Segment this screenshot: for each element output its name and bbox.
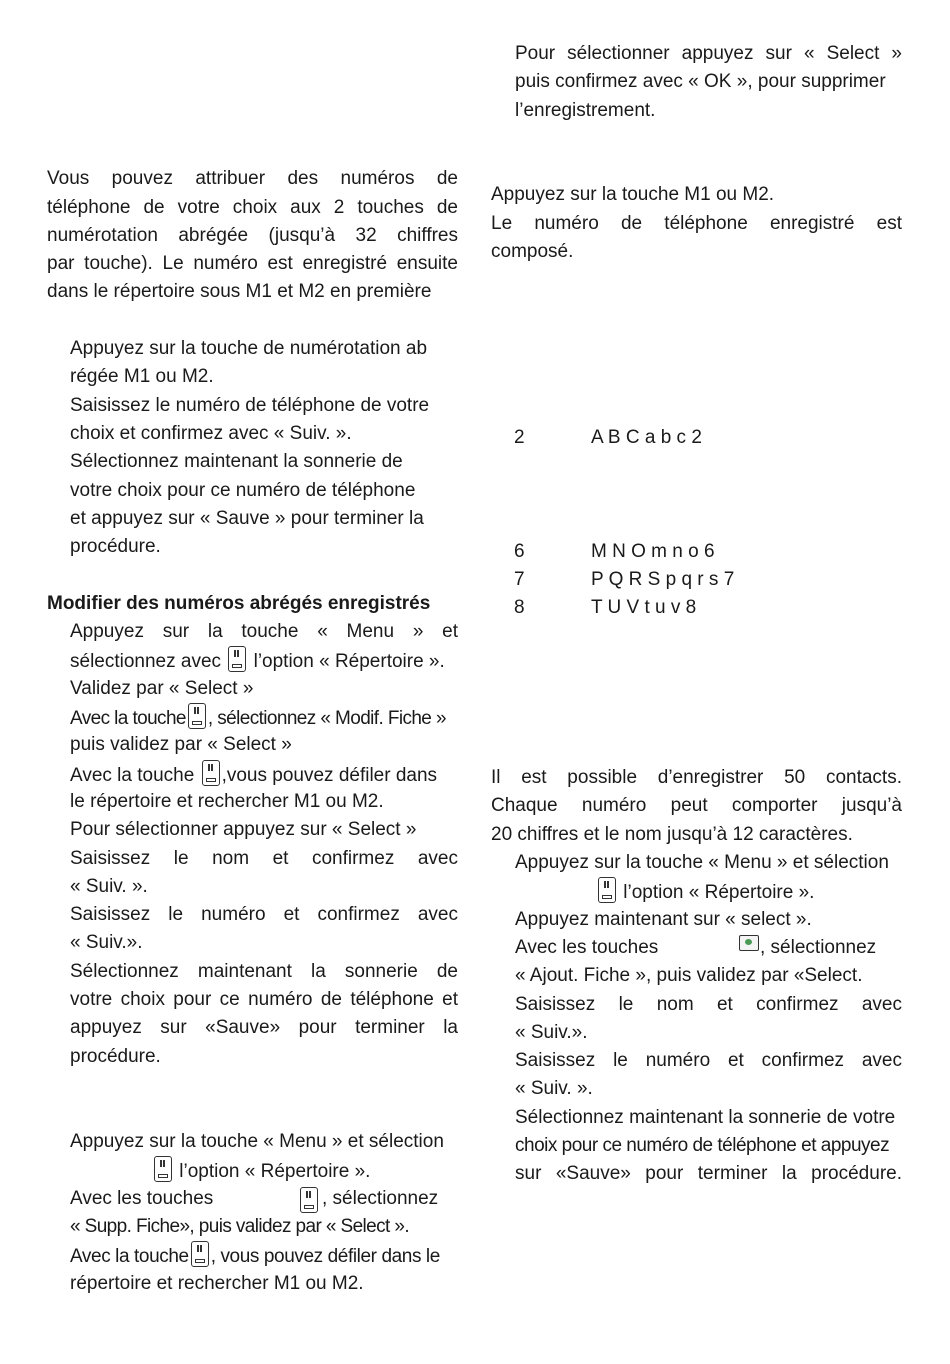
text-line: Saisissez le numéro et confirmez avec	[70, 904, 458, 925]
text-line: Appuyez sur la touche « Menu » et	[70, 621, 458, 642]
text-line	[596, 877, 814, 905]
text-line: Saisissez le nom et confirmez avec	[70, 848, 458, 869]
text-line: régée M1 ou M2.	[70, 366, 214, 387]
text-fragment: Avec la touche	[70, 708, 186, 729]
text-line: par touche). Le numéro est enregistré ensuite	[47, 253, 458, 274]
text-fragment: l’option « Répertoire ».	[623, 882, 815, 903]
text-line: « Suiv. ».	[70, 876, 148, 897]
text-line: Appuyez sur la touche M1 ou M2.	[491, 184, 775, 205]
text-line: répertoire et rechercher M1 ou M2.	[70, 1273, 364, 1294]
key-number: 2	[514, 427, 525, 448]
text-line: 20 chiffres et le nom jusqu’à 12 caractères.	[491, 824, 853, 845]
key-number: 6	[514, 541, 525, 562]
key-number: 8	[514, 597, 525, 618]
phone-key-icon	[598, 877, 616, 903]
text-line: Appuyez sur la touche « Menu » et sélection	[515, 852, 889, 873]
text-line: et appuyez sur « Sauve » pour terminer la	[70, 508, 424, 529]
key-characters: A B C a b c 2	[591, 427, 702, 448]
text-line: Validez par « Select »	[70, 678, 254, 699]
key-characters: T U V t u v 8	[591, 597, 697, 618]
key-characters: P Q R S p q r s 7	[591, 569, 735, 590]
text-line: procédure.	[70, 536, 161, 557]
text-line: puis confirmez avec « OK », pour supprimer	[515, 71, 886, 92]
text-line: Sélectionnez maintenant la sonnerie de	[70, 451, 403, 472]
text-line: Vous pouvez attribuer des numéros de	[47, 168, 458, 189]
text-line	[70, 760, 437, 788]
navigation-key-icon	[739, 935, 759, 951]
text-line: l’enregistrement.	[515, 100, 656, 121]
phone-key-icon	[202, 760, 220, 786]
text-line	[515, 934, 902, 962]
text-line	[70, 703, 446, 731]
text-fragment: l’option « Répertoire ».	[179, 1161, 371, 1182]
key-characters: M N O m n o 6	[591, 541, 715, 562]
text-fragment: sélectionnez avec	[70, 651, 222, 672]
text-line: Il est possible d’enregistrer 50 contacts.	[491, 767, 902, 788]
text-line: appuyez sur «Sauve» pour terminer la	[70, 1017, 458, 1038]
text-line: procédure.	[70, 1046, 161, 1067]
text-line: puis validez par « Select »	[70, 734, 292, 755]
text-line: « Supp. Fiche», puis validez par « Select ».	[70, 1216, 410, 1237]
phone-key-icon	[154, 1156, 172, 1182]
text-line: choix pour ce numéro de téléphone et appuyez	[515, 1135, 890, 1156]
text-line: votre choix pour ce numéro de téléphone	[70, 480, 416, 501]
text-fragment: l’option « Répertoire ».	[253, 651, 445, 672]
text-line	[70, 646, 445, 674]
phone-key-icon	[300, 1187, 318, 1213]
text-line: Saisissez le numéro et confirmez avec	[515, 1050, 902, 1071]
text-line: Saisissez le numéro de téléphone de votre	[70, 395, 430, 416]
text-line: Pour sélectionner appuyez sur « Select »	[70, 819, 417, 840]
text-line: numérotation abrégée (jusqu’à 32 chiffres	[47, 225, 458, 246]
text-line: Saisissez le nom et confirmez avec	[515, 994, 902, 1015]
section-heading: Modifier des numéros abrégés enregistrés	[47, 593, 431, 614]
text-line: Chaque numéro peut comporter jusqu’à	[491, 795, 902, 816]
text-line: « Ajout. Fiche », puis validez par «Select.	[515, 965, 863, 986]
text-line: téléphone de votre choix aux 2 touches de	[47, 197, 458, 218]
text-fragment: Avec la touche	[70, 765, 195, 786]
text-line: composé.	[491, 241, 574, 262]
text-line: sur «Sauve» pour terminer la procédure.	[515, 1163, 902, 1184]
text-fragment: , sélectionnez « Modif. Fiche »	[207, 708, 446, 729]
text-line	[70, 1185, 458, 1213]
text-line: Le numéro de téléphone enregistré est	[491, 213, 902, 234]
phone-key-icon	[188, 703, 206, 729]
key-number: 7	[514, 569, 525, 590]
text-line: Pour sélectionner appuyez sur « Select »	[515, 43, 902, 64]
text-line: Sélectionnez maintenant la sonnerie de	[70, 961, 458, 982]
text-line: « Suiv.».	[70, 932, 143, 953]
phone-key-icon	[191, 1241, 209, 1267]
phone-key-icon	[228, 646, 246, 672]
text-line: Appuyez maintenant sur « select ».	[515, 909, 812, 930]
text-fragment: Avec les touches	[70, 1188, 214, 1209]
text-line: choix et confirmez avec « Suiv. ».	[70, 423, 352, 444]
text-line	[70, 1241, 440, 1269]
text-line	[152, 1156, 370, 1184]
text-fragment: ,vous pouvez défiler dans	[221, 765, 438, 786]
text-line: votre choix pour ce numéro de téléphone et	[70, 989, 458, 1010]
text-fragment: Avec les touches	[515, 937, 659, 958]
text-line: Sélectionnez maintenant la sonnerie de votre	[515, 1107, 896, 1128]
text-line: dans le répertoire sous M1 et M2 en première	[47, 281, 432, 302]
text-fragment: , sélectionnez	[322, 1188, 439, 1209]
text-fragment: , vous pouvez défiler dans le	[210, 1246, 440, 1267]
text-fragment: Avec la touche	[70, 1246, 189, 1267]
text-fragment: , sélectionnez	[760, 937, 877, 958]
text-line: « Suiv.».	[515, 1022, 588, 1043]
text-line: Appuyez sur la touche de numérotation ab	[70, 338, 428, 359]
text-line: Appuyez sur la touche « Menu » et sélection	[70, 1131, 444, 1152]
text-line: le répertoire et rechercher M1 ou M2.	[70, 791, 384, 812]
text-line: « Suiv. ».	[515, 1078, 593, 1099]
